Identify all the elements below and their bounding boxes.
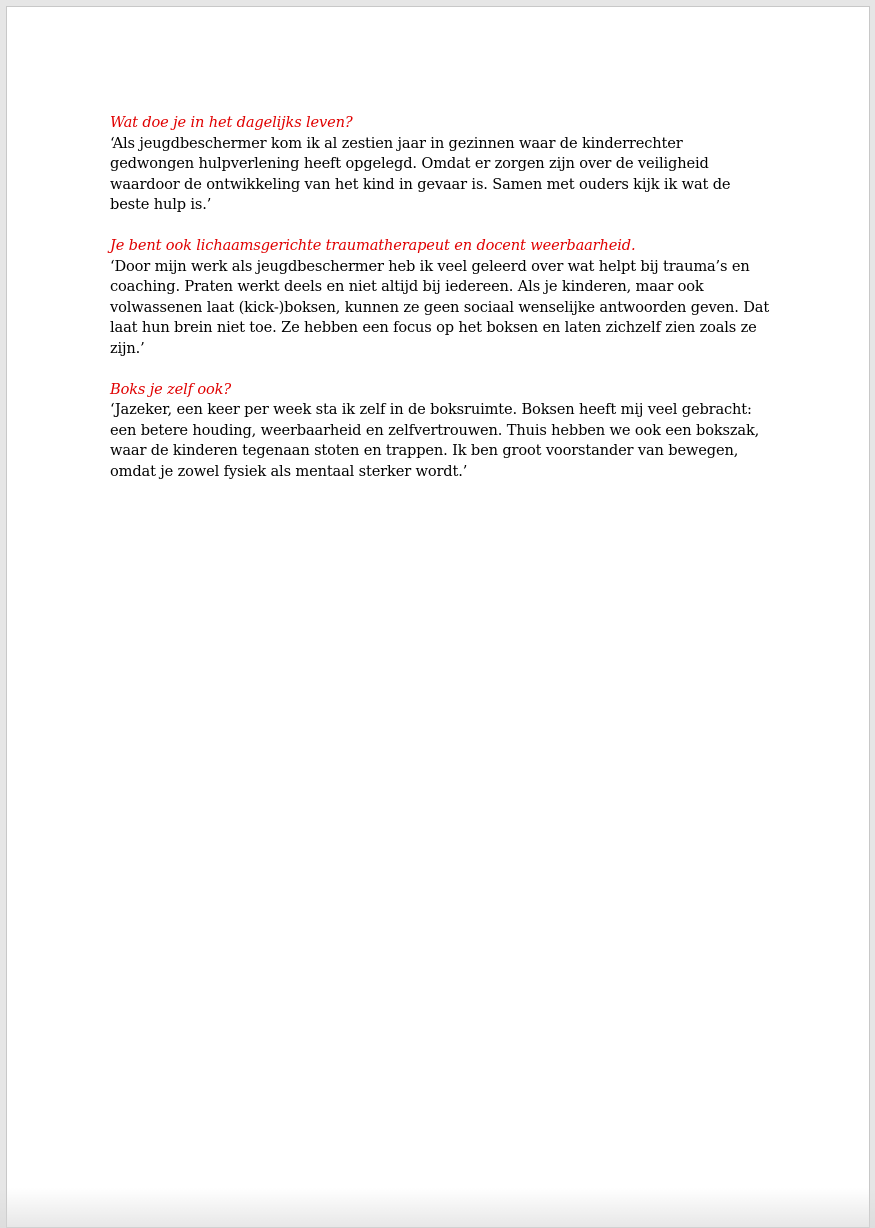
section-answer: ‘Als jeugdbeschermer kom ik al zestien jaar in gezinnen waar de kinderrechter gedwongen hulpverlening heeft opgelegd. Omdat er zorgen zijn over de veiligheid waardoor de ontwikkeling van het kind in gevaar is. Samen met ouders kijk ik wat de beste hulp is.’	[110, 134, 731, 213]
qa-section	[110, 380, 770, 483]
section-answer: ‘Door mijn werk als jeugdbeschermer heb ik veel geleerd over wat helpt bij trauma’s en coaching. Praten werkt deels en niet altijd bij iedereen. Als je kinderen, maar ook volwassenen laat (kick-)boksen, kunnen ze geen sociaal wenselijke antwoorden geven. Dat laat hun brein niet toe. Ze hebben een focus op het boksen en laten zichzelf zien zoals ze zijn.’	[110, 257, 770, 357]
section-question: Je bent ook lichaamsgerichte traumatherapeut en docent weerbaarheid.	[110, 237, 636, 254]
page-bottom-shadow	[0, 1188, 875, 1228]
section-answer: ‘Jazeker, een keer per week sta ik zelf in de boksruimte. Boksen heeft mij veel gebracht: een betere houding, weerbaarheid en zelfvertrouwen. Thuis hebben we ook een bokszak, waar de kinderen tegenaan stoten en trappen. Ik ben groot voorstander van bewegen, omdat je zowel fysiek als mentaal sterker wordt.’	[110, 401, 760, 480]
qa-section	[110, 113, 770, 216]
section-question: Boks je zelf ook?	[110, 380, 232, 398]
section-question: Wat doe je in het dagelijks leven?	[110, 114, 353, 131]
document-page	[6, 6, 870, 1228]
document-body	[110, 113, 770, 503]
qa-section	[110, 236, 770, 359]
